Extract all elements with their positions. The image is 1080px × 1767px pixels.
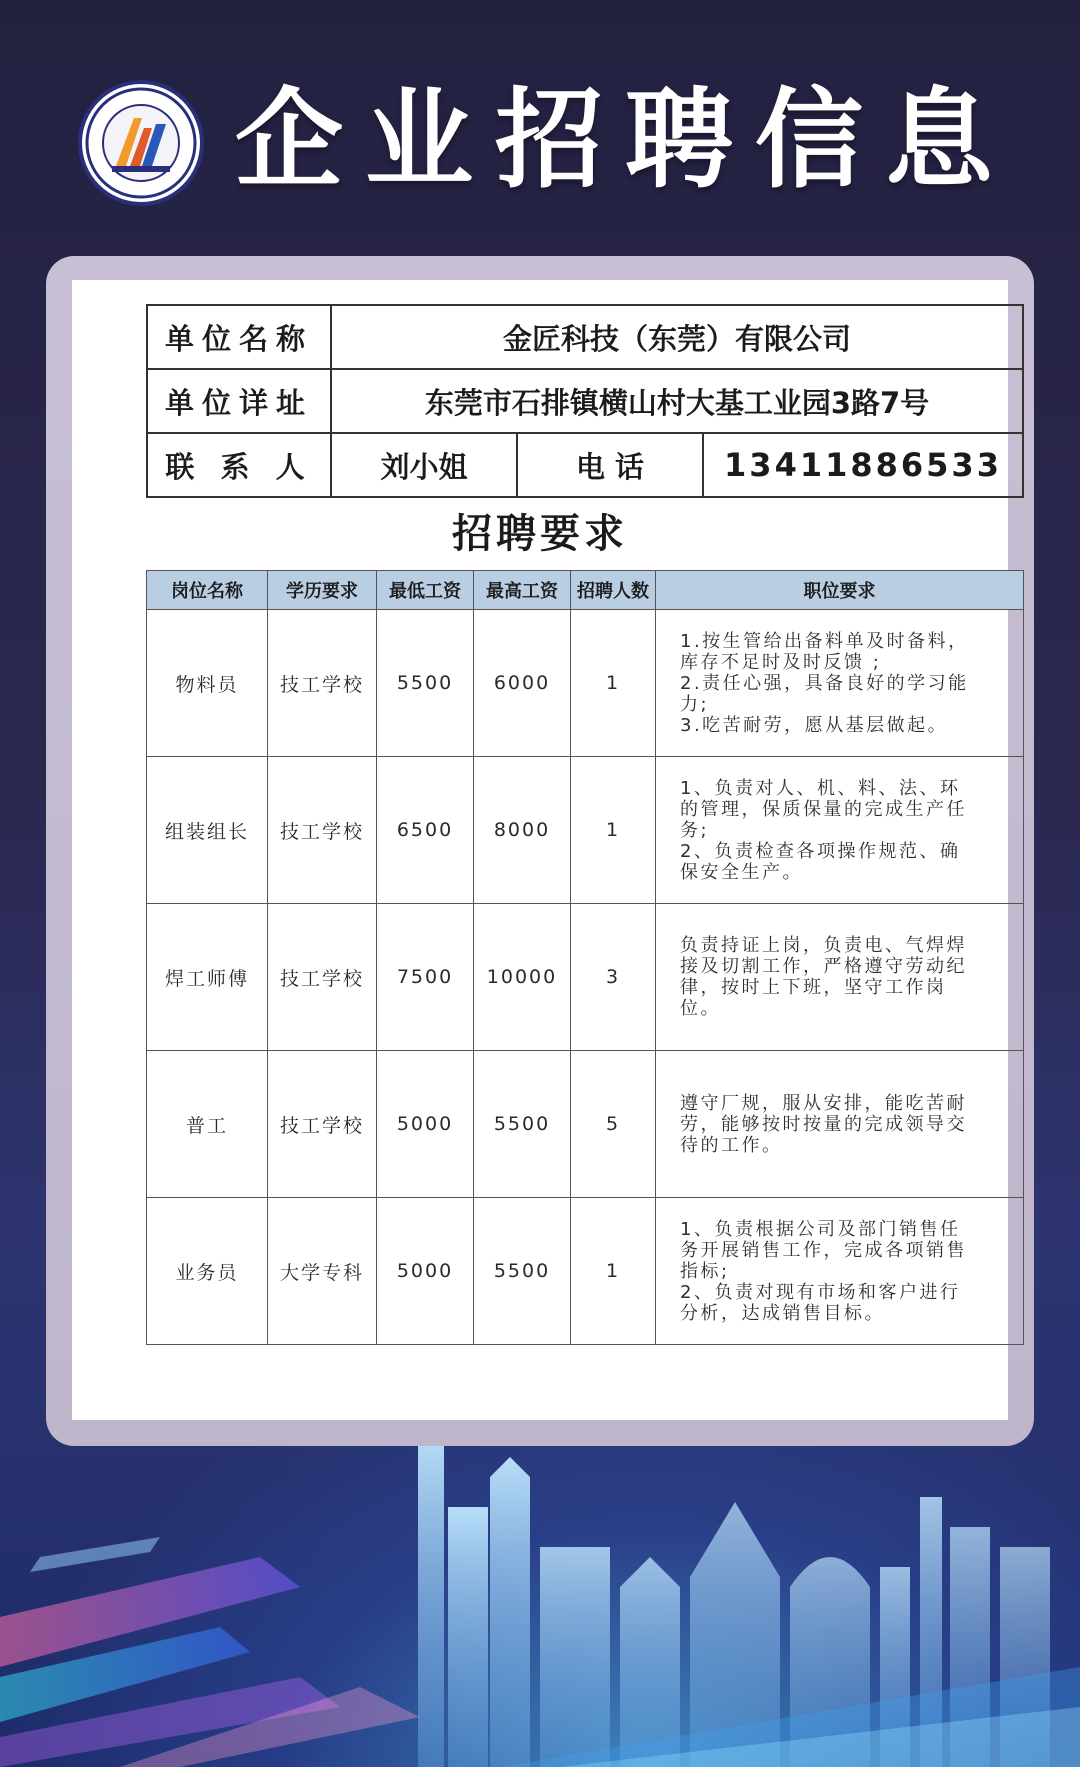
company-info-table <box>146 304 1024 498</box>
company-address: 东莞市石排镇横山村大基工业园3路7号 <box>331 369 1023 433</box>
jobs-header-row <box>147 571 1024 610</box>
contact-row <box>147 433 1023 497</box>
max-salary-cell: 6000 <box>474 610 571 757</box>
max-salary-cell: 10000 <box>474 904 571 1051</box>
phone-number: 13411886533 <box>703 433 1023 497</box>
education-cell: 技工学校 <box>268 757 377 904</box>
table-row <box>147 757 1024 904</box>
col-header-position: 岗位名称 <box>147 571 268 610</box>
jobs-table <box>146 570 1024 1345</box>
table-row <box>147 1051 1024 1198</box>
count-cell: 1 <box>571 757 656 904</box>
requirements-cell <box>656 1198 1024 1345</box>
education-cell: 技工学校 <box>268 1051 377 1198</box>
phone-label: 电 话 <box>517 433 703 497</box>
requirements-cell <box>656 1051 1024 1198</box>
position-cell: 组装组长 <box>147 757 268 904</box>
col-header-count: 招聘人数 <box>571 571 656 610</box>
max-salary-cell: 5500 <box>474 1051 571 1198</box>
requirements-text: 负责持证上岗，负责电、气焊焊 接及切割工作，严格遵守劳动纪 律，按时上下班，坚守工作岗 位。 <box>680 935 967 1019</box>
count-cell: 5 <box>571 1051 656 1198</box>
requirements-text: 1、负责根据公司及部门销售任 务开展销售工作，完成各项销售 指标; 2、负责对现有市场和客户进行 分析，达成销售目标。 <box>680 1218 967 1324</box>
position-cell: 普工 <box>147 1051 268 1198</box>
requirements-cell <box>656 610 1024 757</box>
education-cell: 技工学校 <box>268 610 377 757</box>
requirements-text: 遵守厂规，服从安排，能吃苦耐 劳，能够按时按量的完成领导交 待的工作。 <box>680 1092 967 1156</box>
col-header-requirements: 职位要求 <box>656 571 1024 610</box>
col-header-max-salary: 最高工资 <box>474 571 571 610</box>
requirements-cell <box>656 904 1024 1051</box>
requirements-text: 1、负责对人、机、料、法、环 的管理，保质保量的完成生产任 务; 2、负责检查各项操作规范、确 保安全生产。 <box>680 777 967 883</box>
position-cell: 物料员 <box>147 610 268 757</box>
content-card <box>46 256 1034 1446</box>
table-row <box>147 904 1024 1051</box>
min-salary-cell: 7500 <box>377 904 474 1051</box>
contact-name: 刘小姐 <box>331 433 517 497</box>
position-cell: 业务员 <box>147 1198 268 1345</box>
contact-label: 联 系 人 <box>147 433 331 497</box>
header <box>0 62 1080 212</box>
requirements-cell <box>656 757 1024 904</box>
min-salary-cell: 6500 <box>377 757 474 904</box>
min-salary-cell: 5000 <box>377 1051 474 1198</box>
company-name-label: 单位名称 <box>147 305 331 369</box>
max-salary-cell: 5500 <box>474 1198 571 1345</box>
company-name: 金匠科技（东莞）有限公司 <box>331 305 1023 369</box>
bureau-logo <box>78 80 204 206</box>
count-cell: 1 <box>571 1198 656 1345</box>
requirements-text: 1.按生管给出备料单及时备料， 库存不足时及时反馈 ; 2.责任心强，具备良好的学习能 力; 3.吃苦耐劳，愿从基层做起。 <box>680 630 969 736</box>
education-cell: 技工学校 <box>268 904 377 1051</box>
content-panel <box>72 280 1008 1420</box>
count-cell: 3 <box>571 904 656 1051</box>
company-name-row <box>147 305 1023 369</box>
min-salary-cell: 5500 <box>377 610 474 757</box>
company-address-row <box>147 369 1023 433</box>
education-cell: 大学专科 <box>268 1198 377 1345</box>
count-cell: 1 <box>571 610 656 757</box>
page-title: 企业招聘信息 <box>235 78 1016 203</box>
position-cell: 焊工师傅 <box>147 904 268 1051</box>
min-salary-cell: 5000 <box>377 1198 474 1345</box>
col-header-min-salary: 最低工资 <box>377 571 474 610</box>
table-row <box>147 610 1024 757</box>
col-header-education: 学历要求 <box>268 571 377 610</box>
company-address-label: 单位详址 <box>147 369 331 433</box>
section-title: 招聘要求 <box>452 511 628 557</box>
max-salary-cell: 8000 <box>474 757 571 904</box>
city-skyline-illustration <box>0 1437 1080 1767</box>
table-row <box>147 1198 1024 1345</box>
